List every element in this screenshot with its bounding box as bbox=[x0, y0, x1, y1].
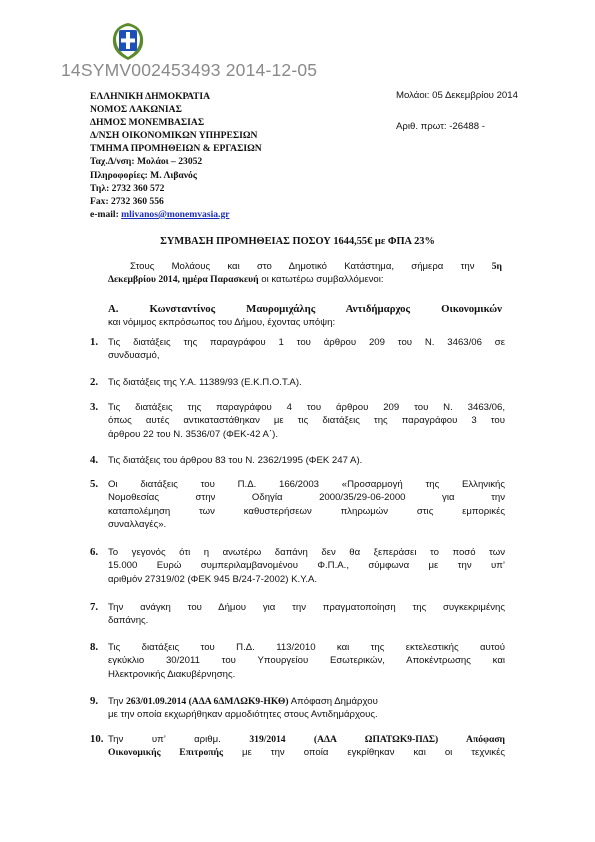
item-line bbox=[108, 733, 505, 746]
item-line: 15.000 Ευρώ συμπεριλαμβανομένου Φ.Π.Α., σύμφωνα με την υπ’ bbox=[108, 560, 505, 572]
item-line: συναλλαγές». bbox=[108, 518, 167, 530]
header-line: ΔΗΜΟΣ ΜΟΝΕΜΒΑΣΙΑΣ bbox=[90, 117, 205, 129]
item-number: 6. bbox=[90, 546, 99, 558]
item-line: συνδυασμό, bbox=[108, 350, 160, 362]
email-line bbox=[90, 208, 262, 221]
item-number: 8. bbox=[90, 641, 99, 653]
list-item bbox=[90, 733, 505, 760]
document-date: Μολάοι: 05 Δεκεμβρίου 2014 bbox=[396, 90, 518, 101]
contract-title: ΣΥΜΒΑΣΗ ΠΡΟΜΗΘΕΙΑΣ ΠΟΣΟΥ 1644,55€ με ΦΠΑ 23% bbox=[160, 236, 435, 247]
item-line: Τις διατάξεις του Π.Δ. 113/2010 και της εκτελεστικής αυτού bbox=[108, 642, 505, 653]
header-line: ΤΜΗΜΑ ΠΡΟΜΗΘΕΙΩΝ & ΕΡΓΑΣΙΩΝ bbox=[90, 143, 262, 155]
header-line: Δ/ΝΣΗ ΟΙΚΟΝΟΜΙΚΩΝ ΥΠΗΡΕΣΙΩΝ bbox=[90, 130, 258, 142]
header-line: Πληροφορίες: Μ. Λιβανός bbox=[90, 169, 197, 181]
list-item bbox=[90, 546, 505, 586]
item-line bbox=[108, 746, 505, 759]
list-item bbox=[90, 454, 505, 467]
item-text: Την υπ’ αριθμ. bbox=[108, 734, 250, 745]
item-line: Την ανάγκη του Δήμου για την πραγματοποίηση της συγκεκριμένης bbox=[108, 602, 505, 613]
party-a-name: Α. Κωνσταντίνος Μαυρομιχάλης Αντιδήμαρχος Οικονομικών bbox=[108, 303, 502, 315]
item-line: αριθμόν 27319/02 (ΦΕΚ 945 Β/24-7-2002) Κ.Υ.Α. bbox=[108, 573, 318, 585]
intro-line bbox=[108, 261, 502, 274]
item-line: καταπολέμηση των καθυστερήσεων πληρωμών στις εμπορικές bbox=[108, 505, 505, 517]
item-line: δαπάνης. bbox=[108, 615, 149, 627]
item-line: εγκύκλιο 30/2011 του Υπουργείου Εσωτερικών, Αποκέντρωσης και bbox=[108, 655, 505, 667]
item-line: όπως αυτές αντικαταστάθηκαν με τις διατάξεις της παραγράφου 3 του bbox=[108, 415, 505, 427]
list-item bbox=[90, 401, 505, 441]
item-line: Νομοθεσίας στην Οδηγία 2000/35/29-06-2000 για την bbox=[108, 492, 505, 504]
email-label: e-mail: bbox=[90, 208, 122, 220]
list-item bbox=[90, 695, 505, 722]
intro-date: Δεκεμβρίου 2014, ημέρα Παρασκευή bbox=[108, 273, 259, 285]
item-number: 5. bbox=[90, 478, 99, 490]
item-text: Την bbox=[108, 696, 126, 707]
list-item bbox=[90, 478, 505, 531]
item-number: 2. bbox=[90, 376, 99, 388]
item-line: Οι διατάξεις του Π.Δ. 166/2003 «Προσαρμογή της Ελληνικής bbox=[108, 479, 505, 490]
email-link[interactable]: mlivanos@monemvasia.gr bbox=[121, 208, 230, 220]
header-line: ΝΟΜΟΣ ΛΑΚΩΝΙΑΣ bbox=[90, 104, 182, 116]
item-line: με την οποία εκχωρήθηκαν αρμοδιότητες στους Αντιδημάρχους. bbox=[108, 709, 378, 721]
header-line: ΕΛΛΗΝΙΚΗ ΔΗΜΟΚΡΑΤΙΑ bbox=[90, 91, 211, 102]
list-item bbox=[90, 601, 505, 628]
party-a-role: και νόμιμος εκπρόσωπος του Δήμου, έχοντας υπόψη: bbox=[108, 317, 336, 328]
item-line: Τις διατάξεις του άρθρου 83 του Ν. 2362/1995 (ΦΕΚ 247 Α). bbox=[108, 455, 363, 466]
item-line: Τις διατάξεις της παραγράφου 1 του άρθρου 209 του Ν. 3463/06 σε bbox=[108, 337, 505, 348]
decision-reference: 263/01.09.2014 (ΑΔΑ 6ΔΜΛΩΚ9-ΗΚΘ) bbox=[125, 696, 289, 707]
intro-date-day: 5η bbox=[491, 261, 502, 272]
item-number: 3. bbox=[90, 401, 99, 413]
item-number: 7. bbox=[90, 601, 99, 613]
item-number: 4. bbox=[90, 454, 99, 466]
protocol-number: Αριθ. πρωτ: -26488 - bbox=[396, 121, 485, 132]
list-item bbox=[90, 376, 505, 389]
intro-text: Στους Μολάους και στο Δημοτικό Κατάστημα, σήμερα την bbox=[130, 261, 492, 272]
item-line: Ηλεκτρονικής Διακυβέρνησης. bbox=[108, 668, 236, 680]
header-line: Τηλ: 2732 360 572 bbox=[90, 182, 165, 194]
greek-emblem-icon bbox=[110, 21, 146, 61]
header-line: Ταχ.Δ/νση: Μολάοι – 23052 bbox=[90, 156, 203, 168]
header-line: Fax: 2732 360 556 bbox=[90, 195, 164, 207]
intro-paragraph bbox=[108, 261, 502, 287]
item-line: Το γεγονός ότι η ανωτέρω δαπάνη δεν θα ξεπεράσει το ποσό των bbox=[108, 547, 505, 558]
committee-name: Οικονομικής Επιτροπής bbox=[108, 747, 224, 759]
intro-line bbox=[108, 274, 502, 287]
item-text: Απόφαση Δημάρχου bbox=[288, 696, 378, 707]
decision-reference: 319/2014 (ΑΔΑ ΩΠΑΤΩΚ9-ΠΔΣ) Απόφαση bbox=[249, 734, 505, 745]
sender-header bbox=[90, 90, 262, 221]
list-item bbox=[90, 641, 505, 681]
intro-text: οι κατωτέρω συμβαλλόμενοι: bbox=[258, 273, 384, 285]
item-number: 10. bbox=[90, 733, 104, 745]
item-line bbox=[108, 695, 505, 708]
party-a bbox=[108, 303, 502, 329]
list-item bbox=[90, 336, 505, 363]
item-line: Τις διατάξεις της Υ.Α. 11389/93 (Ε.Κ.Π.Ο.Τ.Α). bbox=[108, 377, 302, 388]
document-id-watermark: 14SYMV002453493 2014-12-05 bbox=[61, 60, 318, 80]
item-text: με την οποία εγκρίθηκαν και οι τεχνικές bbox=[223, 747, 505, 759]
item-line: άρθρου 22 του Ν. 3536/07 (ΦΕΚ-42 Α΄). bbox=[108, 428, 278, 440]
item-line: Τις διατάξεις της παραγράφου 4 του άρθρου 209 του Ν. 3463/06, bbox=[108, 402, 505, 413]
item-number: 1. bbox=[90, 336, 99, 348]
item-number: 9. bbox=[90, 695, 99, 707]
